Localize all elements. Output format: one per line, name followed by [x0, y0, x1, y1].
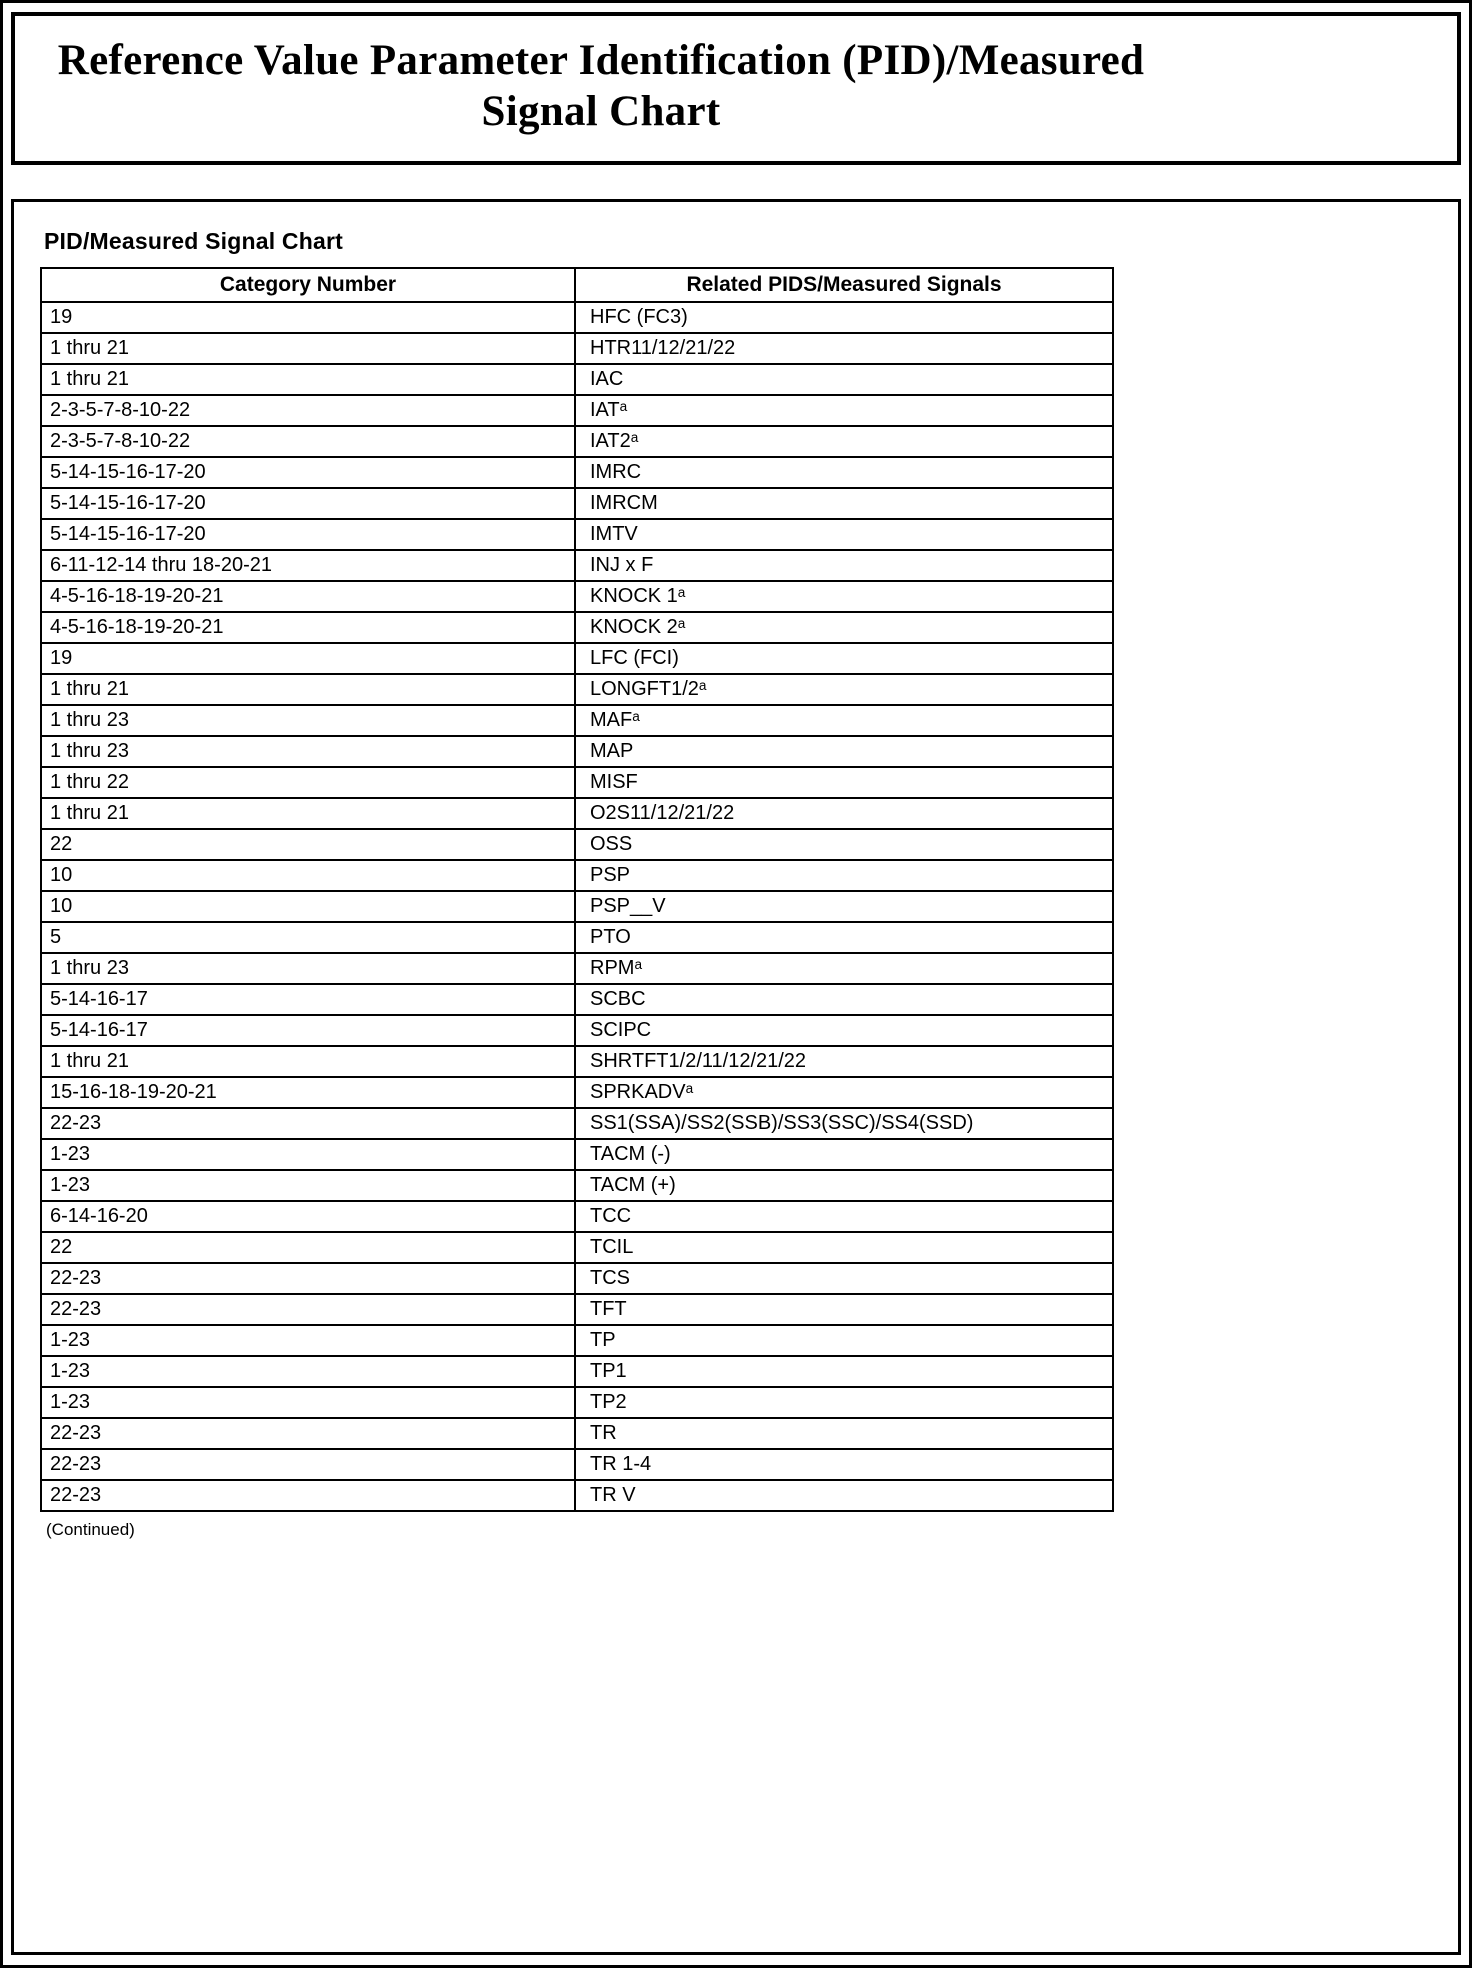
- continued-note: (Continued): [46, 1520, 135, 1540]
- category-cell: 10: [41, 860, 575, 891]
- category-cell: 1 thru 21: [41, 364, 575, 395]
- table-row: [41, 891, 1113, 922]
- table-row: [41, 302, 1113, 333]
- category-cell: 2-3-5-7-8-10-22: [41, 395, 575, 426]
- signal-cell: TACM (-): [575, 1139, 1113, 1170]
- category-cell: 5-14-15-16-17-20: [41, 519, 575, 550]
- title-box: [11, 12, 1461, 165]
- category-cell: 22-23: [41, 1418, 575, 1449]
- table-body: [41, 302, 1113, 1511]
- category-cell: 1-23: [41, 1387, 575, 1418]
- table-row: [41, 705, 1113, 736]
- table-row: [41, 1170, 1113, 1201]
- table-row: [41, 612, 1113, 643]
- signal-cell: TP2: [575, 1387, 1113, 1418]
- table-row: [41, 1201, 1113, 1232]
- signal-cell: IMRC: [575, 457, 1113, 488]
- category-cell: 22-23: [41, 1294, 575, 1325]
- table-header-row: [41, 268, 1113, 302]
- signal-cell: SHRTFT1/2/11/12/21/22: [575, 1046, 1113, 1077]
- category-cell: 1 thru 23: [41, 705, 575, 736]
- category-cell: 5-14-16-17: [41, 1015, 575, 1046]
- signal-cell: MISF: [575, 767, 1113, 798]
- page-title: [45, 36, 1157, 137]
- section-heading: PID/Measured Signal Chart: [44, 228, 343, 255]
- table-row: [41, 1325, 1113, 1356]
- category-cell: 10: [41, 891, 575, 922]
- signal-cell: SCIPC: [575, 1015, 1113, 1046]
- table-row: [41, 1263, 1113, 1294]
- signal-cell: MAP: [575, 736, 1113, 767]
- table-row: [41, 1077, 1113, 1108]
- signal-cell: KNOCK 2ᵃ: [575, 612, 1113, 643]
- section-box: [11, 199, 1461, 1955]
- table-row: [41, 333, 1113, 364]
- table-row: [41, 488, 1113, 519]
- signal-cell: TCIL: [575, 1232, 1113, 1263]
- table-row: [41, 519, 1113, 550]
- category-cell: 5-14-15-16-17-20: [41, 488, 575, 519]
- signal-cell: KNOCK 1ᵃ: [575, 581, 1113, 612]
- category-cell: 22: [41, 1232, 575, 1263]
- category-cell: 6-11-12-14 thru 18-20-21: [41, 550, 575, 581]
- table-row: [41, 1449, 1113, 1480]
- page-title-line1: Reference Value Parameter Identification (PID)/Measured: [57, 37, 1145, 84]
- category-cell: 1-23: [41, 1139, 575, 1170]
- table-row: [41, 1046, 1113, 1077]
- table-row: [41, 426, 1113, 457]
- signal-cell: IAC: [575, 364, 1113, 395]
- category-cell: 19: [41, 302, 575, 333]
- page-title-line2: Signal Chart: [481, 87, 721, 135]
- signal-cell: IMTV: [575, 519, 1113, 550]
- category-cell: 1 thru 21: [41, 333, 575, 364]
- category-cell: 1 thru 23: [41, 736, 575, 767]
- table-row: [41, 1139, 1113, 1170]
- category-cell: 15-16-18-19-20-21: [41, 1077, 575, 1108]
- table-row: [41, 767, 1113, 798]
- table-row: [41, 1015, 1113, 1046]
- table-row: [41, 953, 1113, 984]
- table-row: [41, 457, 1113, 488]
- signal-cell: IMRCM: [575, 488, 1113, 519]
- signal-cell: RPMᵃ: [575, 953, 1113, 984]
- table-row: [41, 395, 1113, 426]
- category-cell: 2-3-5-7-8-10-22: [41, 426, 575, 457]
- signal-cell: LONGFT1/2ᵃ: [575, 674, 1113, 705]
- category-cell: 5-14-15-16-17-20: [41, 457, 575, 488]
- signal-cell: PTO: [575, 922, 1113, 953]
- category-cell: 5-14-16-17: [41, 984, 575, 1015]
- category-cell: 4-5-16-18-19-20-21: [41, 612, 575, 643]
- signal-cell: O2S11/12/21/22: [575, 798, 1113, 829]
- table-header-signals: Related PIDS/Measured Signals: [575, 268, 1113, 302]
- signal-cell: TR V: [575, 1480, 1113, 1511]
- signal-cell: TP1: [575, 1356, 1113, 1387]
- signal-cell: HTR11/12/21/22: [575, 333, 1113, 364]
- signal-cell: MAFᵃ: [575, 705, 1113, 736]
- category-cell: 6-14-16-20: [41, 1201, 575, 1232]
- table-row: [41, 674, 1113, 705]
- category-cell: 22-23: [41, 1480, 575, 1511]
- category-cell: 22-23: [41, 1449, 575, 1480]
- category-cell: 4-5-16-18-19-20-21: [41, 581, 575, 612]
- table-row: [41, 1232, 1113, 1263]
- table-row: [41, 829, 1113, 860]
- category-cell: 22-23: [41, 1108, 575, 1139]
- category-cell: 1 thru 23: [41, 953, 575, 984]
- table-row: [41, 736, 1113, 767]
- category-cell: 1 thru 21: [41, 674, 575, 705]
- table-row: [41, 364, 1113, 395]
- signal-cell: TR: [575, 1418, 1113, 1449]
- table-row: [41, 643, 1113, 674]
- signal-table: [40, 267, 1114, 1512]
- signal-cell: SCBC: [575, 984, 1113, 1015]
- table-header-category: Category Number: [41, 268, 575, 302]
- category-cell: 19: [41, 643, 575, 674]
- table-row: [41, 922, 1113, 953]
- table-row: [41, 860, 1113, 891]
- signal-cell: PSP__V: [575, 891, 1113, 922]
- category-cell: 1-23: [41, 1325, 575, 1356]
- category-cell: 1-23: [41, 1356, 575, 1387]
- signal-cell: HFC (FC3): [575, 302, 1113, 333]
- table-row: [41, 1418, 1113, 1449]
- signal-cell: TCC: [575, 1201, 1113, 1232]
- signal-cell: INJ x F: [575, 550, 1113, 581]
- table-row: [41, 581, 1113, 612]
- signal-cell: IAT2ᵃ: [575, 426, 1113, 457]
- signal-cell: OSS: [575, 829, 1113, 860]
- signal-cell: TR 1-4: [575, 1449, 1113, 1480]
- signal-cell: IATᵃ: [575, 395, 1113, 426]
- category-cell: 22: [41, 829, 575, 860]
- signal-cell: TP: [575, 1325, 1113, 1356]
- table-row: [41, 1108, 1113, 1139]
- table-row: [41, 1356, 1113, 1387]
- table-row: [41, 550, 1113, 581]
- signal-cell: SPRKADVᵃ: [575, 1077, 1113, 1108]
- signal-cell: TACM (+): [575, 1170, 1113, 1201]
- signal-cell: TFT: [575, 1294, 1113, 1325]
- category-cell: 1 thru 22: [41, 767, 575, 798]
- signal-cell: LFC (FCI): [575, 643, 1113, 674]
- table-row: [41, 984, 1113, 1015]
- category-cell: 1-23: [41, 1170, 575, 1201]
- signal-cell: SS1(SSA)/SS2(SSB)/SS3(SSC)/SS4(SSD): [575, 1108, 1113, 1139]
- table-row: [41, 798, 1113, 829]
- table-row: [41, 1480, 1113, 1511]
- category-cell: 1 thru 21: [41, 798, 575, 829]
- table-row: [41, 1294, 1113, 1325]
- signal-cell: TCS: [575, 1263, 1113, 1294]
- signal-cell: PSP: [575, 860, 1113, 891]
- category-cell: 5: [41, 922, 575, 953]
- category-cell: 22-23: [41, 1263, 575, 1294]
- table-row: [41, 1387, 1113, 1418]
- category-cell: 1 thru 21: [41, 1046, 575, 1077]
